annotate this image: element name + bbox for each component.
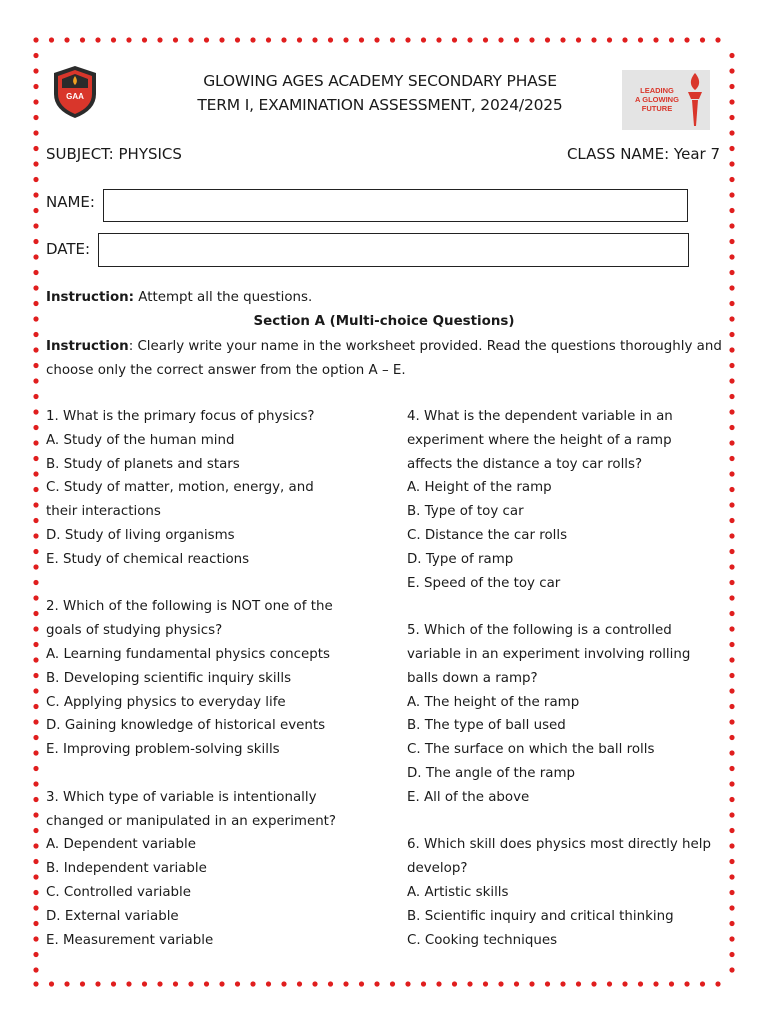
- question-line: 4. What is the dependent variable in an: [407, 409, 673, 424]
- border-dot: [33, 161, 38, 166]
- border-dot: [729, 471, 734, 476]
- border-dot: [390, 981, 395, 986]
- border-dot: [297, 37, 302, 42]
- border-dot: [33, 394, 38, 399]
- border-dot: [33, 471, 38, 476]
- border-dot: [33, 347, 38, 352]
- question-line: A. Learning fundamental physics concepts: [46, 647, 330, 662]
- border-dot: [715, 981, 720, 986]
- question-line: C. Applying physics to everyday life: [46, 694, 286, 710]
- border-dot: [436, 37, 441, 42]
- border-dot: [607, 981, 612, 986]
- border-dot: [729, 177, 734, 182]
- border-dot: [729, 363, 734, 368]
- border-dot: [328, 37, 333, 42]
- border-dot: [729, 208, 734, 213]
- border-dot: [729, 440, 734, 445]
- border-dot: [729, 518, 734, 523]
- question-line: B. Type of toy car: [407, 504, 524, 520]
- border-dot: [33, 812, 38, 817]
- border-dot: [576, 37, 581, 42]
- border-dot: [33, 518, 38, 523]
- date-label: DATE:: [46, 240, 91, 258]
- border-dot: [729, 301, 734, 306]
- question-line: A. The height of the ramp: [407, 694, 580, 710]
- border-dot: [33, 53, 38, 58]
- question-line: C. Cooking techniques: [407, 932, 558, 948]
- border-dot: [33, 673, 38, 678]
- border-dot: [729, 704, 734, 709]
- border-dot: [729, 254, 734, 259]
- border-dot: [49, 37, 54, 42]
- border-dot: [33, 456, 38, 461]
- border-dot: [591, 37, 596, 42]
- border-dot: [359, 981, 364, 986]
- border-dot: [700, 981, 705, 986]
- border-dot: [622, 981, 627, 986]
- border-dot: [467, 981, 472, 986]
- question-line: D. The angle of the ramp: [407, 766, 576, 781]
- border-dot: [49, 981, 54, 986]
- border-dot: [343, 37, 348, 42]
- subject-label: SUBJECT: PHYSICS: [46, 145, 182, 163]
- instruction-2-line1: [46, 338, 722, 356]
- section-title: Section A (Multi-choice Questions): [253, 314, 515, 329]
- instruction-2-label: Instruction: [46, 339, 129, 354]
- border-dot: [33, 952, 38, 957]
- border-dot: [80, 37, 85, 42]
- torch-icon: [685, 72, 705, 128]
- border-dot: [607, 37, 612, 42]
- border-dot: [653, 37, 658, 42]
- slogan-text: LEADING A GLOWING FUTURE: [635, 86, 679, 113]
- question-line: E. Speed of the toy car: [407, 575, 561, 591]
- instruction-1: [46, 289, 312, 307]
- border-dot: [111, 37, 116, 42]
- border-dot: [638, 37, 643, 42]
- slogan-logo: [622, 70, 710, 130]
- border-dot: [33, 68, 38, 73]
- border-dot: [729, 378, 734, 383]
- border-dot: [729, 750, 734, 755]
- border-dot: [421, 981, 426, 986]
- border-dot: [266, 981, 271, 986]
- instruction-2-line2: choose only the correct answer from the option A – E.: [46, 363, 406, 378]
- border-dot: [729, 626, 734, 631]
- border-dot: [33, 564, 38, 569]
- border-dot: [729, 936, 734, 941]
- border-dot: [312, 37, 317, 42]
- question-line: D. Type of ramp: [407, 551, 514, 567]
- border-dot: [452, 981, 457, 986]
- border-dot: [436, 981, 441, 986]
- question-line: goals of studying physics?: [46, 623, 223, 639]
- border-dot: [33, 657, 38, 662]
- question-line: B. Scientific inquiry and critical thinking: [407, 908, 674, 924]
- border-dot: [204, 37, 209, 42]
- border-dot: [33, 843, 38, 848]
- border-dot: [729, 642, 734, 647]
- question-line: C. The surface on which the ball rolls: [407, 742, 655, 758]
- border-dot: [126, 981, 131, 986]
- border-dot: [33, 285, 38, 290]
- border-dot: [33, 440, 38, 445]
- border-dot: [576, 981, 581, 986]
- border-dot: [250, 37, 255, 42]
- border-dot: [33, 719, 38, 724]
- border-dot: [33, 487, 38, 492]
- border-dot: [33, 626, 38, 631]
- border-dot: [729, 967, 734, 972]
- question-line: D. Gaining knowledge of historical events: [46, 718, 326, 734]
- question-line: D. External variable: [46, 908, 179, 924]
- border-dot: [64, 981, 69, 986]
- border-dot: [374, 981, 379, 986]
- border-dot: [33, 967, 38, 972]
- border-dot: [729, 797, 734, 802]
- question-line: C. Distance the car rolls: [407, 528, 568, 543]
- border-dot: [64, 37, 69, 42]
- border-dot: [715, 37, 720, 42]
- question-line: B. Independent variable: [46, 861, 207, 877]
- border-dot: [729, 53, 734, 58]
- question-line: variable in an experiment involving rolling: [407, 647, 691, 662]
- border-dot: [33, 595, 38, 600]
- question-line: B. Study of planets and stars: [46, 456, 240, 472]
- instruction-2-text: : Clearly write your name in the worksheet provided. Read the questions thoroughly and: [128, 339, 722, 354]
- border-dot: [33, 704, 38, 709]
- border-dot: [729, 673, 734, 678]
- border-dot: [235, 37, 240, 42]
- border-dot: [729, 99, 734, 104]
- border-dot: [529, 37, 534, 42]
- question-line: A. Dependent variable: [46, 837, 196, 853]
- border-dot: [312, 981, 317, 986]
- question-line: B. The type of ball used: [407, 718, 566, 734]
- border-dot: [729, 921, 734, 926]
- question-line: A. Artistic skills: [407, 885, 509, 900]
- question-line: C. Study of matter, motion, energy, and: [46, 480, 314, 496]
- border-dot: [514, 37, 519, 42]
- border-dot: [95, 981, 100, 986]
- question-line: E. All of the above: [407, 789, 530, 805]
- border-dot: [343, 981, 348, 986]
- border-dot: [498, 981, 503, 986]
- border-dot: [80, 981, 85, 986]
- border-dot: [33, 239, 38, 244]
- border-dot: [33, 146, 38, 151]
- border-dot: [729, 192, 734, 197]
- border-dot: [729, 595, 734, 600]
- border-dot: [729, 843, 734, 848]
- border-dot: [729, 735, 734, 740]
- border-dot: [126, 37, 131, 42]
- border-dot: [729, 859, 734, 864]
- border-dot: [157, 37, 162, 42]
- border-dot: [669, 37, 674, 42]
- border-dot: [729, 828, 734, 833]
- border-dot: [33, 580, 38, 585]
- border-dot: [729, 332, 734, 337]
- border-dot: [33, 301, 38, 306]
- border-dot: [173, 981, 178, 986]
- border-dot: [204, 981, 209, 986]
- border-dot: [33, 208, 38, 213]
- border-dot: [729, 115, 734, 120]
- border-dot: [33, 549, 38, 554]
- border-dot: [729, 285, 734, 290]
- border-dot: [729, 223, 734, 228]
- border-dot: [157, 981, 162, 986]
- question-line: D. Study of living organisms: [46, 528, 235, 543]
- border-dot: [297, 981, 302, 986]
- border-dot: [729, 502, 734, 507]
- border-dot: [33, 859, 38, 864]
- border-dot: [638, 981, 643, 986]
- border-dot: [33, 874, 38, 879]
- border-dot: [142, 37, 147, 42]
- border-dot: [669, 981, 674, 986]
- border-dot: [33, 425, 38, 430]
- name-field[interactable]: [103, 189, 688, 222]
- question-line: E. Measurement variable: [46, 932, 214, 948]
- border-dot: [33, 781, 38, 786]
- border-dot: [33, 502, 38, 507]
- border-dot: [729, 425, 734, 430]
- question-line: their interactions: [46, 504, 161, 520]
- border-dot: [33, 642, 38, 647]
- border-dot: [729, 812, 734, 817]
- border-dot: [529, 981, 534, 986]
- border-dot: [33, 270, 38, 275]
- question-line: experiment where the height of a ramp: [407, 432, 672, 448]
- border-dot: [729, 84, 734, 89]
- border-dot: [33, 766, 38, 771]
- border-dot: [729, 564, 734, 569]
- border-dot: [359, 37, 364, 42]
- border-dot: [390, 37, 395, 42]
- border-dot: [729, 456, 734, 461]
- border-dot: [266, 37, 271, 42]
- border-dot: [729, 657, 734, 662]
- border-dot: [219, 37, 224, 42]
- border-dot: [33, 735, 38, 740]
- border-dot: [729, 549, 734, 554]
- border-dot: [483, 37, 488, 42]
- border-dot: [33, 533, 38, 538]
- border-dot: [591, 981, 596, 986]
- border-dot: [33, 828, 38, 833]
- question-line: changed or manipulated in an experiment?: [46, 813, 337, 829]
- border-dot: [545, 981, 550, 986]
- border-dot: [729, 766, 734, 771]
- border-dot: [95, 37, 100, 42]
- border-dot: [33, 363, 38, 368]
- border-dot: [188, 981, 193, 986]
- border-dot: [622, 37, 627, 42]
- border-dot: [33, 130, 38, 135]
- question-line: 1. What is the primary focus of physics?: [46, 409, 315, 424]
- border-dot: [188, 37, 193, 42]
- border-dot: [729, 719, 734, 724]
- border-dot: [33, 797, 38, 802]
- border-dot: [729, 781, 734, 786]
- border-dot: [729, 394, 734, 399]
- date-field[interactable]: [98, 233, 689, 267]
- border-dot: [33, 223, 38, 228]
- border-dot: [560, 37, 565, 42]
- border-dot: [33, 936, 38, 941]
- border-dot: [328, 981, 333, 986]
- border-dot: [374, 37, 379, 42]
- border-dot: [467, 37, 472, 42]
- border-dot: [235, 981, 240, 986]
- border-dot: [729, 130, 734, 135]
- border-dot: [33, 115, 38, 120]
- border-dot: [250, 981, 255, 986]
- border-dot: [33, 890, 38, 895]
- question-line: C. Controlled variable: [46, 885, 192, 900]
- border-dot: [33, 84, 38, 89]
- instruction-1-label: Instruction:: [46, 290, 135, 305]
- question-line: A. Study of the human mind: [46, 432, 235, 448]
- border-dot: [33, 905, 38, 910]
- border-dot: [729, 161, 734, 166]
- question-line: E. Study of chemical reactions: [46, 551, 250, 567]
- border-dot: [33, 192, 38, 197]
- border-dot: [452, 37, 457, 42]
- border-dot: [33, 688, 38, 693]
- border-dot: [405, 981, 410, 986]
- border-dot: [421, 37, 426, 42]
- border-dot: [498, 37, 503, 42]
- question-line: 5. Which of the following is a controlled: [407, 623, 672, 639]
- border-dot: [729, 146, 734, 151]
- border-dot: [560, 981, 565, 986]
- border-dot: [729, 905, 734, 910]
- question-line: B. Developing scientific inquiry skills: [46, 670, 292, 686]
- border-dot: [729, 409, 734, 414]
- border-dot: [729, 580, 734, 585]
- border-dot: [653, 981, 658, 986]
- border-dot: [729, 890, 734, 895]
- border-dot: [684, 981, 689, 986]
- question-line: develop?: [407, 861, 468, 877]
- border-dot: [729, 688, 734, 693]
- border-dot: [729, 239, 734, 244]
- question-line: affects the distance a toy car rolls?: [407, 456, 643, 472]
- border-dot: [729, 611, 734, 616]
- border-dot: [33, 37, 38, 42]
- question-line: E. Improving problem-solving skills: [46, 742, 280, 758]
- border-dot: [684, 37, 689, 42]
- border-dot: [700, 37, 705, 42]
- school-title: GLOWING AGES ACADEMY SECONDARY PHASE: [203, 72, 557, 90]
- border-dot: [33, 981, 38, 986]
- question-line: 6. Which skill does physics most directly help: [407, 837, 711, 853]
- border-dot: [281, 981, 286, 986]
- border-dot: [729, 68, 734, 73]
- border-dot: [173, 37, 178, 42]
- exam-title: TERM I, EXAMINATION ASSESSMENT, 2024/2025: [197, 96, 563, 114]
- question-line: balls down a ramp?: [407, 670, 538, 686]
- border-dot: [729, 347, 734, 352]
- border-dot: [514, 981, 519, 986]
- border-dot: [33, 177, 38, 182]
- crest-text: GAA: [66, 92, 84, 101]
- name-label: NAME:: [46, 193, 95, 211]
- border-dot: [33, 332, 38, 337]
- border-dot: [33, 750, 38, 755]
- border-dot: [33, 409, 38, 414]
- border-dot: [729, 533, 734, 538]
- border-dot: [729, 874, 734, 879]
- border-dot: [281, 37, 286, 42]
- school-crest-logo: [50, 64, 100, 120]
- border-dot: [729, 952, 734, 957]
- question-line: A. Height of the ramp: [407, 480, 552, 496]
- border-dot: [33, 611, 38, 616]
- border-dot: [33, 378, 38, 383]
- border-dot: [545, 37, 550, 42]
- border-dot: [33, 921, 38, 926]
- border-dot: [219, 981, 224, 986]
- question-line: 3. Which type of variable is intentionally: [46, 789, 317, 805]
- instruction-1-text: Attempt all the questions.: [134, 290, 313, 305]
- border-dot: [142, 981, 147, 986]
- border-dot: [33, 99, 38, 104]
- border-dot: [33, 254, 38, 259]
- border-dot: [405, 37, 410, 42]
- border-dot: [483, 981, 488, 986]
- border-dot: [111, 981, 116, 986]
- question-line: 2. Which of the following is NOT one of the: [46, 599, 333, 615]
- class-name-label: CLASS NAME: Year 7: [566, 145, 720, 163]
- border-dot: [729, 270, 734, 275]
- border-dot: [729, 487, 734, 492]
